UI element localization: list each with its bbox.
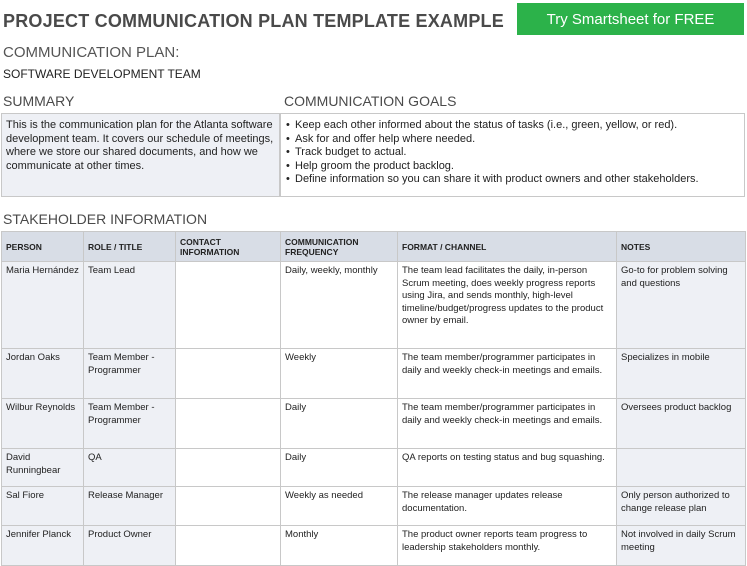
goal-item: • Keep each other informed about the status of tasks (i.e., green, yellow, or red).: [286, 119, 740, 133]
cell-notes: [617, 449, 746, 487]
goal-item: • Define information so you can share it with product owners and other stakeholders.: [286, 173, 740, 187]
cell-frequency: Daily: [281, 399, 398, 449]
cell-frequency: Daily, weekly, monthly: [281, 262, 398, 349]
cell-person: Maria Hernández: [2, 262, 84, 349]
cell-person: Jennifer Planck: [2, 526, 84, 566]
cell-notes: Only person authorized to change release plan: [617, 487, 746, 526]
goal-item: • Ask for and offer help where needed.: [286, 133, 740, 147]
team-name: SOFTWARE DEVELOPMENT TEAM: [3, 67, 201, 81]
goal-item: • Track budget to actual.: [286, 146, 740, 160]
goals-heading: COMMUNICATION GOALS: [284, 93, 457, 109]
cell-format: QA reports on testing status and bug squashing.: [398, 449, 617, 487]
cell-notes: Not involved in daily Scrum meeting: [617, 526, 746, 566]
summary-text: This is the communication plan for the Atlanta software development team. It covers our schedule of meetings, where we store our shared documents, and how we communicate at other times.: [6, 119, 274, 172]
table-header-row: [2, 232, 746, 262]
col-person: PERSON: [2, 232, 84, 262]
cell-format: The product owner reports team progress to leadership stakeholders monthly.: [398, 526, 617, 566]
cell-notes: Oversees product backlog: [617, 399, 746, 449]
goals-box: [280, 113, 745, 197]
cell-frequency: Daily: [281, 449, 398, 487]
cell-role: Team Member - Programmer: [84, 399, 176, 449]
table-row: [2, 399, 746, 449]
table-row: [2, 526, 746, 566]
cell-contact: [176, 487, 281, 526]
cell-role: Product Owner: [84, 526, 176, 566]
summary-box: [1, 113, 280, 197]
cell-frequency: Weekly as needed: [281, 487, 398, 526]
cell-person: Sal Fiore: [2, 487, 84, 526]
cell-contact: [176, 526, 281, 566]
col-format: FORMAT / CHANNEL: [398, 232, 617, 262]
cell-role: Release Manager: [84, 487, 176, 526]
table-row: [2, 349, 746, 399]
cell-format: The team member/programmer participates in daily and weekly check-in meetings and emails.: [398, 399, 617, 449]
cell-person: David Runningbear: [2, 449, 84, 487]
cell-format: The team member/programmer participates in daily and weekly check-in meetings and emails.: [398, 349, 617, 399]
table-row: [2, 262, 746, 349]
col-frequency: COMMUNICATION FREQUENCY: [281, 232, 398, 262]
plan-label: COMMUNICATION PLAN:: [3, 44, 180, 61]
cell-contact: [176, 349, 281, 399]
cell-format: The team lead facilitates the daily, in-person Scrum meeting, does weekly progress reports using Jira, and sends monthly, high-level timeline/budget/progress updates to the product owner by email.: [398, 262, 617, 349]
cell-notes: Go-to for problem solving and questions: [617, 262, 746, 349]
try-smartsheet-button[interactable]: Try Smartsheet for FREE: [517, 3, 744, 35]
cell-role: Team Lead: [84, 262, 176, 349]
cell-person: Jordan Oaks: [2, 349, 84, 399]
cell-format: The release manager updates release documentation.: [398, 487, 617, 526]
goals-list: [286, 119, 740, 187]
cell-role: Team Member - Programmer: [84, 349, 176, 399]
table-row: [2, 487, 746, 526]
cell-contact: [176, 262, 281, 349]
cell-notes: Specializes in mobile: [617, 349, 746, 399]
cell-role: QA: [84, 449, 176, 487]
cell-person: Wilbur Reynolds: [2, 399, 84, 449]
cell-frequency: Monthly: [281, 526, 398, 566]
table-row: [2, 449, 746, 487]
cell-frequency: Weekly: [281, 349, 398, 399]
col-contact: CONTACT INFORMATION: [176, 232, 281, 262]
stakeholder-heading: STAKEHOLDER INFORMATION: [3, 211, 208, 227]
goal-item: • Help groom the product backlog.: [286, 160, 740, 174]
col-role: ROLE / TITLE: [84, 232, 176, 262]
stakeholder-table: [1, 231, 746, 566]
cell-contact: [176, 449, 281, 487]
col-notes: NOTES: [617, 232, 746, 262]
summary-heading: SUMMARY: [3, 93, 75, 109]
cell-contact: [176, 399, 281, 449]
page-title: PROJECT COMMUNICATION PLAN TEMPLATE EXAMPLE: [3, 11, 504, 31]
